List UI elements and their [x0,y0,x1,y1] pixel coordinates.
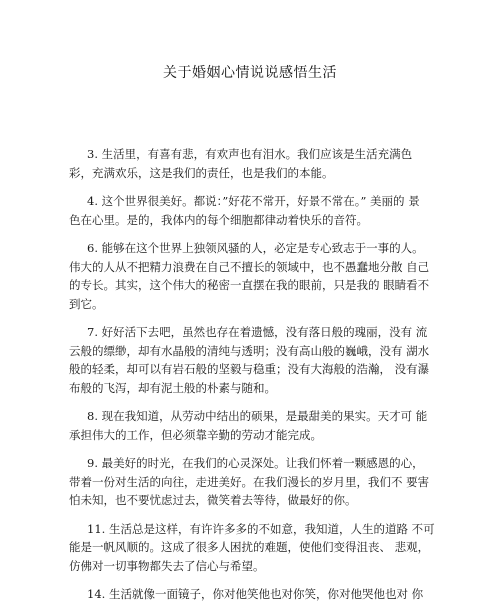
paragraph-line: 9. 最美好的时光，在我们的心灵深处。让我们怀着一颗感恩的心， [87,456,424,470]
paragraph-line: 11. 生活总是这样，有许许多多的不如意，我知道，人生的道路 不可 [87,521,435,536]
paragraph-line: 6. 能够在这个世界上独领风骚的人，必定是专心致志于一事的人。 [87,241,424,255]
paragraph [69,585,435,604]
paragraph-line: 仿佛对一切事物都失去了信心与希望。 [69,558,265,573]
paragraph-line: 8. 现在我知道，从劳动中结出的硕果，是最甜美的果实。天才可 能 [87,409,428,423]
paragraph-line: 14. 生活就像一面镜子，你对他笑他也对你笑，你对他哭他也对 你 [87,587,424,601]
document-body [69,145,435,614]
paragraph [69,454,435,510]
paragraph-line: 色在心里。是的，我体内的每个细胞都律动着快乐的音符。 [69,212,368,227]
paragraph-line: 7. 好好活下去吧，虽然也存在着遗憾，没有落日般的瑰丽，没有 流 [87,325,428,339]
paragraph-line: 到它。 [69,296,104,311]
paragraph-line: 彩，充满欢乐，这是我们的责任，也是我们的本能。 [69,165,334,180]
paragraph-line: 般的轻柔，却可以有岩石般的坚毅与稳重；没有大海般的浩瀚， 没有瀑 [69,362,430,376]
paragraph-line: 怕未知，也不要忧虑过去，微笑着去等待，做最好的你。 [69,493,357,507]
paragraph [69,239,435,313]
paragraph-line: 布般的飞泻，却有泥土般的朴素与随和。 [69,380,276,395]
paragraph [69,520,435,576]
paragraph-line: 承担伟大的工作，但必须靠辛勤的劳动才能完成。 [69,427,322,442]
paragraph-line: 4. 这个世界很美好。都说：”好花不常开，好景不常在。” 美丽的 景 [87,194,420,208]
paragraph [69,323,435,397]
paragraph-line: 能是一帆风顺的。这成了很多人困扰的难题，使他们变得沮丧、 悲观， [69,540,430,554]
paragraph [69,145,435,182]
paragraph-line: 带着一份对生活的向往，走进美好。在我们漫长的岁月里，我们不 要害 [69,474,430,489]
document-title: 关于婚姻心情说说感悟生活 [163,65,337,81]
paragraph-line: 伟大的人从不把精力浪费在自己不擅长的领域中，也不愚蠢地分散 自己 [69,259,430,274]
paragraph-line: 的专长。其实，这个伟大的秘密一直摆在我的眼前，只是我的 眼睛看不 [69,278,430,292]
paragraph-line: 3. 生活里，有喜有悲，有欢声也有泪水。我们应该是生活充满色 [87,147,413,161]
paragraph-line: 云般的缥缈，却有水晶般的清纯与透明；没有高山般的巍峨，没有 湖水 [69,343,430,358]
paragraph [69,192,435,229]
paragraph [69,407,435,444]
